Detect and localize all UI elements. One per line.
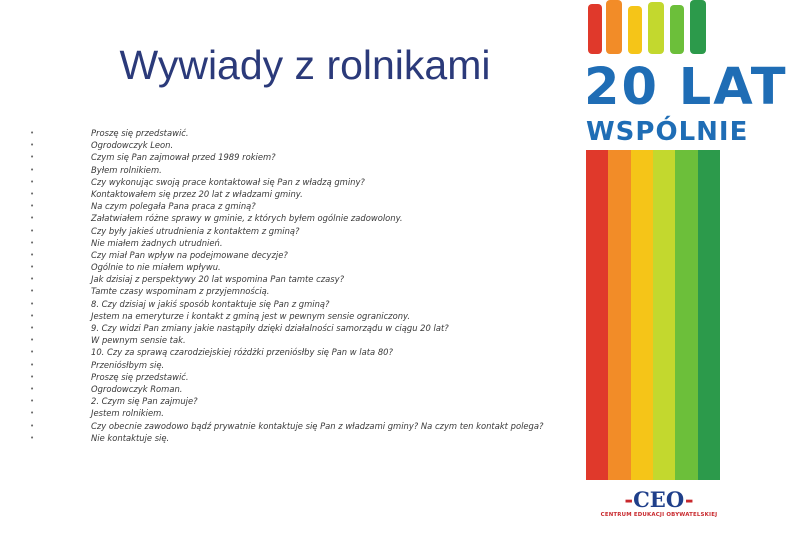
list-item [30, 176, 590, 188]
bullet-icon: • [30, 348, 35, 357]
list-item [30, 225, 590, 237]
bullet-icon: • [30, 384, 35, 393]
list-item-text: Czy wykonując swoją prace kontaktował się Pan z władzą gminy? [91, 176, 365, 187]
color-stripe [608, 150, 630, 480]
list-item [30, 285, 590, 297]
list-item [30, 359, 590, 371]
color-stripe [586, 150, 608, 480]
bullet-icon: • [30, 202, 35, 211]
bullet-icon: • [30, 214, 35, 223]
list-item [30, 383, 590, 395]
bullet-icon: • [30, 433, 35, 442]
list-item [30, 310, 590, 322]
bullet-icon: • [30, 324, 35, 332]
list-item-text: 10. Czy za sprawą czarodziejskiej różdżki przeniósłby się Pan w lata 80? [91, 347, 393, 358]
bullet-icon: • [30, 360, 35, 369]
list-item [30, 237, 590, 249]
bullet-icon: • [30, 165, 35, 174]
bullet-icon: • [30, 372, 35, 381]
list-item-text: Nie kontaktuje się. [91, 432, 170, 443]
list-item [30, 334, 590, 346]
list-item [30, 420, 590, 432]
bullet-icon: • [30, 238, 35, 247]
list-item-text: 9. Czy widzi Pan zmiany jakie nastąpiły dzięki działalności samorządu w ciągu 20 lat? [91, 323, 449, 333]
list-item [30, 395, 590, 407]
list-item-text: Nie miałem żadnych utrudnień. [91, 237, 223, 248]
color-stripes [586, 150, 720, 480]
list-item-text: Ogrodowczyk Leon. [91, 140, 174, 151]
ceo-wordmark: CEO [633, 487, 685, 512]
list-item [30, 322, 590, 334]
bullet-icon: • [30, 299, 35, 308]
list-item [30, 261, 590, 273]
bullet-icon: • [30, 226, 35, 235]
bullet-icon: • [30, 177, 35, 186]
list-item-text: Byłem rolnikiem. [91, 164, 162, 175]
list-item [30, 371, 590, 383]
list-item [30, 200, 590, 212]
ceo-dash-left: - [624, 487, 634, 512]
ceo-dash-right: - [684, 487, 694, 512]
color-stripe [675, 150, 697, 480]
bullet-icon: • [30, 250, 35, 259]
bullet-icon: • [30, 189, 35, 198]
list-item-text: Proszę się przedstawić. [91, 128, 189, 138]
color-stripe [698, 150, 720, 480]
color-stripe [653, 150, 675, 480]
list-item [30, 139, 590, 151]
bullet-icon: • [30, 141, 35, 150]
list-item-text: Ogrodowczyk Roman. [91, 383, 183, 394]
list-item-text: Jestem na emeryturze i kontakt z gminą jest w pewnym sensie ograniczony. [91, 310, 410, 321]
list-item [30, 346, 590, 358]
bullet-icon: • [30, 153, 35, 162]
list-item-text: Jak dzisiaj z perspektywy 20 lat wspomina Pan tamte czasy? [91, 274, 345, 285]
color-stripe [631, 150, 653, 480]
logo-wspolnie: WSPÓLNIE [586, 117, 749, 147]
bullet-icon: • [30, 129, 35, 137]
people-figures-graphic [586, 0, 720, 58]
list-item-text: Proszę się przedstawić. [91, 371, 189, 382]
list-item-text: Na czym polegała Pana praca z gminą? [91, 201, 256, 212]
list-item-text: W pewnym sensie tak. [91, 335, 186, 346]
slide-title: Wywiady z rolnikami [119, 42, 491, 88]
list-item-text: Przeniósłbym się. [91, 359, 165, 370]
list-item [30, 127, 590, 139]
list-item [30, 164, 590, 176]
list-item [30, 432, 590, 444]
list-item [30, 212, 590, 224]
list-item-text: Tamte czasy wspominam z przyjemnością. [91, 286, 270, 297]
bullet-icon: • [30, 421, 35, 430]
list-item [30, 407, 590, 419]
bullet-icon: • [30, 263, 35, 272]
list-item-text: Czy były jakieś utrudnienia z kontaktem z gminą? [91, 225, 300, 236]
list-item-text: Czy miał Pan wpływ na podejmowane decyzje? [91, 249, 288, 260]
list-item-text: Czy obecnie zawodowo bądź prywatnie kontaktuje się Pan z władzami gminy? Na czym ten kontakt polega? [91, 420, 544, 431]
logo-20-lat: 20 LAT [584, 58, 788, 117]
list-item-text: 8. Czy dzisiaj w jakiś sposób kontaktuje się Pan z gminą? [91, 298, 330, 309]
list-item-text: Ogólnie to nie miałem wpływu. [91, 262, 221, 273]
list-item [30, 298, 590, 310]
interview-list [30, 127, 590, 444]
list-item [30, 249, 590, 261]
bullet-icon: • [30, 311, 35, 320]
list-item [30, 188, 590, 200]
ceo-logo [598, 488, 720, 518]
bullet-icon: • [30, 336, 35, 345]
list-item-text: Załatwiałem różne sprawy w gminie, z których byłem ogólnie zadowolony. [91, 213, 403, 224]
list-item [30, 151, 590, 163]
bullet-icon: • [30, 409, 35, 418]
list-item [30, 273, 590, 285]
bullet-icon: • [30, 287, 35, 296]
ceo-caption: CENTRUM EDUKACJI OBYWATELSKIEJ [600, 512, 718, 518]
brand-panel [578, 0, 788, 540]
bullet-icon: • [30, 397, 35, 406]
list-item-text: 2. Czym się Pan zajmuje? [91, 396, 198, 407]
list-item-text: Kontaktowałem się przez 20 lat z władzami gminy. [91, 188, 303, 199]
bullet-icon: • [30, 275, 35, 284]
list-item-text: Czym się Pan zajmował przed 1989 rokiem? [91, 152, 276, 163]
list-item-text: Jestem rolnikiem. [91, 408, 164, 419]
